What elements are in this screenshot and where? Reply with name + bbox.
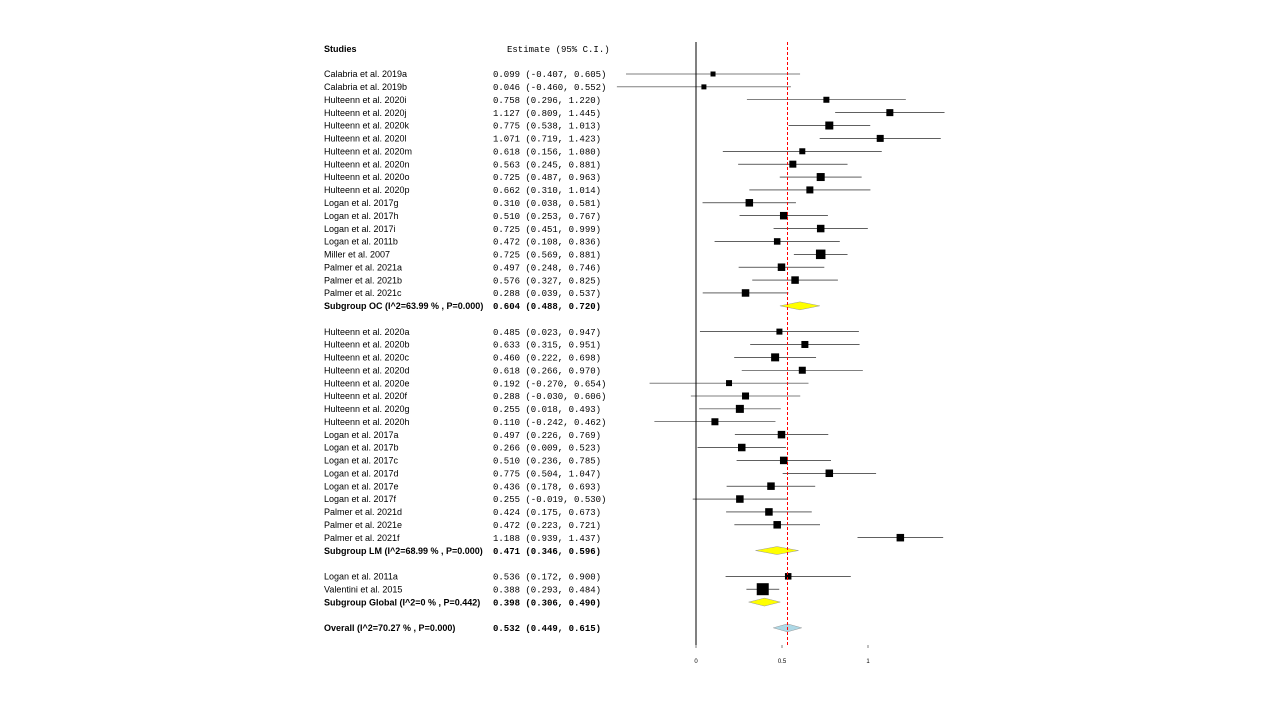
study-label: Hulteenn et al. 2020n (324, 159, 410, 170)
study-estimate: 0.725 (0.451, 0.999) (493, 224, 602, 235)
study-estimate: 0.510 (0.236, 0.785) (493, 456, 602, 467)
estimate-marker (765, 508, 773, 516)
estimate-marker (789, 161, 796, 168)
estimate-marker (816, 250, 826, 260)
study-estimate: 0.618 (0.156, 1.080) (493, 147, 602, 158)
estimate-marker (757, 583, 769, 595)
study-estimate: 0.255 (-0.019, 0.530) (493, 495, 607, 506)
study-label: Palmer et al. 2021d (324, 507, 403, 518)
study-estimate: 0.775 (0.504, 1.047) (493, 469, 602, 480)
estimate-marker (742, 289, 750, 297)
estimate-marker (877, 135, 884, 142)
x-tick-label: 0.5 (777, 659, 787, 665)
study-label: Palmer et al. 2021b (324, 275, 403, 286)
study-estimate: 1.188 (0.939, 1.437) (493, 533, 602, 544)
estimate-marker (774, 238, 781, 245)
estimate-marker (746, 199, 754, 207)
study-label: Logan et al. 2017d (324, 468, 399, 479)
estimate-marker (799, 148, 805, 154)
estimate-marker (785, 573, 792, 580)
study-label: Hulteenn et al. 2020b (324, 339, 410, 350)
estimate-marker (826, 470, 834, 478)
subgroup-diamond (749, 598, 781, 606)
study-label: Logan et al. 2017g (324, 198, 399, 208)
study-estimate: 0.662 (0.310, 1.014) (493, 186, 602, 197)
forest-rows (324, 69, 606, 634)
estimate-marker (801, 341, 808, 348)
study-label: Hulteenn et al. 2020e (324, 378, 410, 389)
study-estimate: 1.071 (0.719, 1.423) (493, 134, 602, 145)
estimate-marker (736, 405, 744, 413)
estimate-marker (886, 109, 893, 116)
x-tick-label: 0 (694, 659, 698, 665)
study-label: Logan et al. 2011a (324, 571, 398, 582)
study-label: Logan et al. 2017e (324, 481, 399, 492)
study-estimate: 0.758 (0.296, 1.220) (493, 95, 602, 106)
estimate-marker (711, 72, 716, 77)
subgroup-estimate: 0.398 (0.306, 0.490) (493, 598, 602, 609)
study-label: Hulteenn et al. 2020m (324, 146, 413, 157)
estimate-marker (701, 84, 706, 89)
study-label: Hulteenn et al. 2020p (324, 185, 410, 196)
study-estimate: 0.436 (0.178, 0.693) (493, 482, 602, 493)
estimate-marker (711, 418, 718, 425)
study-estimate: 0.472 (0.223, 0.721) (493, 521, 602, 531)
estimate-marker (738, 444, 746, 452)
study-label: Logan et al. 2017b (324, 442, 399, 453)
study-label: Hulteenn et al. 2020d (324, 365, 410, 376)
study-estimate: 0.110 (-0.242, 0.462) (493, 417, 607, 428)
study-label: Calabria et al. 2019a (324, 69, 408, 80)
study-estimate: 0.618 (0.266, 0.970) (493, 366, 602, 377)
estimate-marker (736, 495, 744, 503)
overall-label: Overall (I^2=70.27 % , P=0.000) (324, 623, 456, 634)
study-label: Valentini et al. 2015 (324, 584, 403, 595)
study-label: Miller et al. 2007 (324, 249, 391, 260)
study-estimate: 0.576 (0.327, 0.825) (493, 276, 602, 287)
study-label: Logan et al. 2017h (324, 210, 399, 221)
estimate-marker (897, 534, 905, 542)
study-estimate: 0.725 (0.487, 0.963) (493, 173, 602, 184)
estimate-marker (726, 380, 732, 386)
study-label: Hulteenn et al. 2020c (324, 352, 410, 363)
x-tick-label: 1 (866, 659, 870, 665)
estimate-marker (780, 212, 788, 220)
subgroup-diamond (756, 547, 799, 555)
study-label: Logan et al. 2017a (324, 429, 399, 440)
study-estimate: 0.310 (0.038, 0.581) (493, 199, 602, 209)
estimate-header: Estimate (95% C.I.) (507, 45, 610, 55)
estimate-marker (817, 225, 825, 233)
study-estimate: 0.255 (0.018, 0.493) (493, 405, 602, 416)
study-label: Logan et al. 2017f (324, 494, 397, 505)
study-label: Logan et al. 2017c (324, 455, 399, 466)
study-label: Hulteenn et al. 2020i (324, 94, 407, 105)
study-label: Hulteenn et al. 2020f (324, 391, 408, 402)
subgroup-estimate: 0.604 (0.488, 0.720) (493, 302, 602, 313)
study-estimate: 0.775 (0.538, 1.013) (493, 121, 602, 132)
estimate-marker (767, 482, 775, 490)
study-label: Hulteenn et al. 2020j (324, 107, 407, 118)
study-estimate: 0.460 (0.222, 0.698) (493, 353, 602, 364)
study-label: Palmer et al. 2021a (324, 262, 403, 273)
study-label: Hulteenn et al. 2020a (324, 326, 410, 337)
study-label: Palmer et al. 2021e (324, 520, 403, 530)
study-estimate: 0.266 (0.009, 0.523) (493, 443, 602, 454)
estimate-marker (791, 276, 799, 284)
study-estimate: 0.472 (0.108, 0.836) (493, 237, 602, 248)
estimate-marker (799, 367, 806, 374)
estimate-marker (806, 186, 813, 193)
estimate-marker (780, 457, 788, 465)
study-estimate: 0.288 (-0.030, 0.606) (493, 392, 607, 403)
study-label: Calabria et al. 2019b (324, 82, 408, 93)
study-label: Hulteenn et al. 2020k (324, 120, 410, 131)
estimate-marker (778, 431, 786, 439)
study-estimate: 0.497 (0.248, 0.746) (493, 263, 602, 274)
estimate-marker (825, 122, 833, 130)
study-estimate: 0.536 (0.172, 0.900) (493, 572, 602, 583)
estimate-marker (776, 329, 782, 335)
study-estimate: 0.192 (-0.270, 0.654) (493, 379, 607, 390)
subgroup-label: Subgroup LM (I^2=68.99 % , P=0.000) (324, 545, 483, 556)
study-label: Hulteenn et al. 2020l (324, 133, 407, 144)
subgroup-estimate: 0.471 (0.346, 0.596) (493, 546, 602, 557)
study-estimate: 0.424 (0.175, 0.673) (493, 508, 602, 519)
subgroup-diamond (780, 302, 820, 310)
study-label: Palmer et al. 2021c (324, 288, 402, 299)
estimate-marker (778, 263, 786, 271)
study-estimate: 0.046 (-0.460, 0.552) (493, 83, 607, 94)
study-estimate: 0.497 (0.226, 0.769) (493, 430, 602, 441)
study-estimate: 0.099 (-0.407, 0.605) (493, 70, 607, 81)
study-label: Logan et al. 2017i (324, 223, 396, 234)
estimate-marker (817, 173, 825, 181)
study-estimate: 1.127 (0.809, 1.445) (493, 108, 602, 119)
x-axis (694, 645, 870, 665)
study-estimate: 0.485 (0.023, 0.947) (493, 327, 602, 338)
subgroup-label: Subgroup OC (I^2=63.99 % , P=0.000) (324, 301, 484, 312)
study-label: Hulteenn et al. 2020h (324, 416, 410, 427)
study-estimate: 0.288 (0.039, 0.537) (493, 289, 602, 300)
overall-estimate: 0.532 (0.449, 0.615) (493, 624, 602, 635)
study-estimate: 0.563 (0.245, 0.881) (493, 160, 602, 171)
estimate-marker (773, 521, 781, 529)
studies-header: Studies (324, 44, 357, 54)
estimate-marker (771, 353, 779, 361)
study-estimate: 0.388 (0.293, 0.484) (493, 585, 602, 596)
study-label: Hulteenn et al. 2020g (324, 404, 410, 415)
study-label: Logan et al. 2011b (324, 236, 398, 247)
subgroup-label: Subgroup Global (I^2=0 % , P=0.442) (324, 597, 481, 608)
study-label: Palmer et al. 2021f (324, 532, 400, 543)
forest-marks (617, 72, 945, 632)
estimate-marker (823, 97, 829, 103)
estimate-marker (742, 393, 749, 400)
study-label: Hulteenn et al. 2020o (324, 172, 410, 183)
study-estimate: 0.510 (0.253, 0.767) (493, 211, 602, 222)
study-estimate: 0.633 (0.315, 0.951) (493, 340, 602, 351)
study-estimate: 0.725 (0.569, 0.881) (493, 250, 602, 261)
